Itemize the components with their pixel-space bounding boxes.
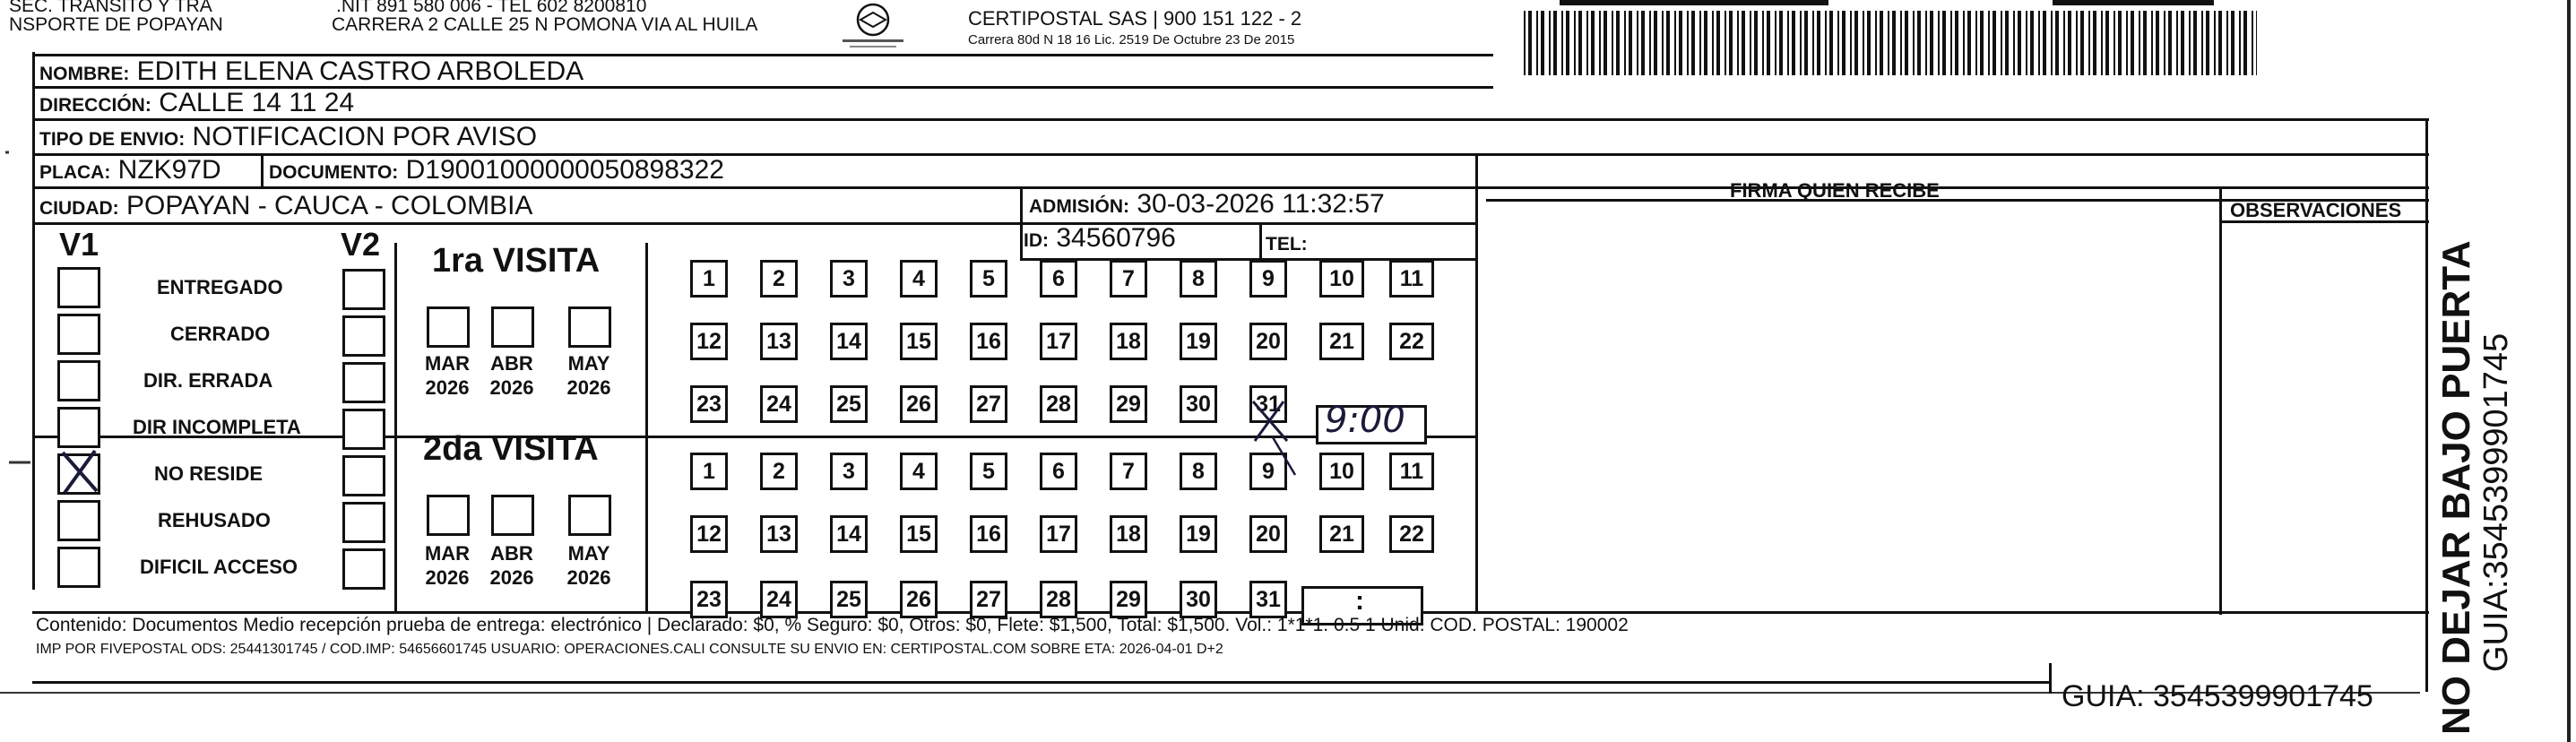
v1-label: V1	[59, 226, 99, 263]
barcode-bar	[1561, 11, 1563, 75]
day-box[interactable]: 26	[900, 581, 938, 618]
barcode-bar	[1687, 11, 1689, 75]
imp-text: IMP POR FIVEPOSTAL ODS: 25441301745 / COD.IMP: 54656601745 USUARIO: OPERACIONES.CALI CONSULTE SU ENVIO EN: CERTIPOSTAL.COM SOBRE ETA: 2026-04-01 D+2	[36, 642, 1223, 657]
day-box[interactable]: 5	[970, 260, 1007, 298]
certipostal-logo	[832, 2, 914, 54]
v2-checkbox[interactable]	[342, 548, 385, 590]
barcode-bar	[1604, 11, 1607, 75]
visit1-time-handwritten: 9:00	[1325, 400, 1405, 441]
sender-line-2: NSPORTE DE POPAYAN	[9, 14, 223, 35]
tipo-envio-value: NOTIFICACION POR AVISO	[192, 122, 538, 151]
month-name: ABR	[490, 542, 533, 565]
ciudad-value: POPAYAN - CAUCA - COLOMBIA	[126, 191, 533, 220]
visit1-title: 1ra VISITA	[432, 242, 601, 280]
top-edge-mark	[1560, 0, 1828, 5]
month-year: 2026	[489, 376, 534, 399]
day-box[interactable]: 12	[690, 515, 728, 553]
barcode-bar	[2001, 11, 2002, 75]
placa-value: NZK97D	[117, 155, 221, 185]
barcode-bar	[2068, 11, 2071, 75]
contenido-text: Contenido: Documentos Medio recepción prueba de entrega: electrónico | Declarado: $0, % Seguro: $0, Otros: $0, Flete: $1,500, Total: $1,500. Vol.: 1*1*1. 0.5 1 Unid. COD. POSTAL: 190002	[36, 615, 1629, 635]
delivery-option-label: DIR. ERRADA	[143, 369, 273, 392]
barcode-bar	[2043, 11, 2046, 75]
barcode-bar	[2243, 11, 2247, 75]
barcode-bar	[1586, 11, 1588, 75]
v1-checkbox[interactable]	[57, 267, 100, 308]
barcode-bar	[1574, 11, 1576, 75]
barcode-bar	[2193, 11, 2197, 75]
barcode-bar	[1880, 11, 1883, 75]
barcode-bar	[1666, 11, 1670, 75]
month-label	[416, 541, 479, 590]
barcode-bar	[2088, 11, 2090, 75]
month-label	[416, 351, 479, 400]
delivery-option-label: REHUSADO	[158, 509, 271, 531]
barcode-bar	[1829, 11, 1833, 75]
barcode-bar	[1528, 11, 1532, 75]
barcode-bar	[2105, 11, 2109, 75]
month-year: 2026	[425, 376, 470, 399]
barcode-bar	[2005, 11, 2009, 75]
v1-checkbox[interactable]	[57, 500, 100, 541]
day-box[interactable]: 8	[1180, 260, 1217, 298]
day-box[interactable]: 7	[1110, 260, 1147, 298]
day-box[interactable]: 14	[830, 515, 868, 553]
tel-label: TEL:	[1266, 234, 1308, 255]
barcode-bar	[1804, 11, 1808, 75]
delivery-option-label: NO RESIDE	[154, 462, 264, 485]
month-year: 2026	[566, 566, 611, 589]
day-box[interactable]: 13	[760, 515, 798, 553]
day-box[interactable]: 30	[1180, 581, 1217, 618]
day-box[interactable]: 18	[1110, 515, 1147, 553]
barcode-bar	[1729, 11, 1733, 75]
day-box[interactable]: 22	[1389, 515, 1434, 553]
barcode-bar	[1930, 11, 1933, 75]
barcode-bar	[2055, 11, 2059, 75]
form-line	[32, 118, 2429, 121]
barcode-bar	[2189, 11, 2191, 75]
day-box[interactable]: 19	[1180, 515, 1217, 553]
barcode-bar	[1536, 11, 1538, 75]
day-box[interactable]: 7	[1110, 453, 1147, 490]
admision-value: 30-03-2026 11:32:57	[1137, 189, 1385, 219]
barcode-bar	[2076, 11, 2078, 75]
barcode-bar	[2063, 11, 2065, 75]
ciudad-label: CIUDAD:	[39, 198, 119, 219]
barcode-bar	[2114, 11, 2115, 75]
month-label	[480, 541, 543, 590]
company-line: CERTIPOSTAL SAS | 900 151 122 - 2	[968, 7, 1302, 30]
barcode-bar	[1637, 11, 1638, 75]
v2-checkbox[interactable]	[342, 362, 385, 403]
day-box[interactable]: 21	[1319, 323, 1364, 360]
barcode-bar	[1712, 11, 1714, 75]
month-checkbox[interactable]	[568, 306, 611, 348]
barcode-bar	[2168, 11, 2172, 75]
day-box[interactable]: 25	[830, 385, 868, 423]
barcode-bar	[1967, 11, 1971, 75]
day-box[interactable]: 1	[690, 260, 728, 298]
month-name: MAR	[424, 352, 471, 375]
month-checkbox[interactable]	[491, 306, 534, 348]
barcode-bar	[1863, 11, 1864, 75]
barcode-bar	[1900, 11, 1902, 75]
v2-checkbox[interactable]	[342, 269, 385, 310]
barcode-bar	[2156, 11, 2159, 75]
barcode-bar	[1641, 11, 1645, 75]
barcode-bar	[1662, 11, 1664, 75]
barcode-bar	[1737, 11, 1739, 75]
v2-checkbox[interactable]	[342, 502, 385, 543]
barcode-bar	[1850, 11, 1852, 75]
barcode-bar	[1599, 11, 1601, 75]
day-box[interactable]: 12	[690, 323, 728, 360]
id-value: 34560796	[1056, 223, 1176, 253]
barcode-bar	[1854, 11, 1858, 75]
guia-footer: GUIA: 3545399901745	[2062, 679, 2373, 713]
documento-value: D19001000000050898322	[405, 155, 724, 185]
day-box[interactable]: 8	[1180, 453, 1217, 490]
day-box[interactable]: 27	[970, 581, 1007, 618]
barcode-bar	[1867, 11, 1871, 75]
barcode-bar	[1679, 11, 1682, 75]
options-divider	[394, 243, 397, 611]
month-label	[558, 351, 620, 400]
day-box[interactable]: 6	[1040, 453, 1077, 490]
barcode-bar	[1980, 11, 1984, 75]
month-checkbox[interactable]	[568, 495, 611, 536]
v2-checkbox[interactable]	[342, 455, 385, 496]
day-box[interactable]: 9	[1249, 453, 1287, 490]
observaciones-label: OBSERVACIONES	[2230, 199, 2402, 221]
barcode-bar	[1649, 11, 1651, 75]
day-box[interactable]: 20	[1249, 515, 1287, 553]
barcode-bar	[1524, 11, 1526, 75]
barcode-bar	[2013, 11, 2015, 75]
barcode-bar	[1750, 11, 1751, 75]
direccion-field	[39, 89, 354, 120]
visit2-title: 2da VISITA	[423, 430, 599, 468]
day-box[interactable]: 10	[1319, 453, 1364, 490]
day-box[interactable]: 3	[830, 260, 868, 298]
delivery-option-label: DIR INCOMPLETA	[133, 416, 301, 438]
barcode-bar	[2231, 11, 2235, 75]
barcode-bar	[2201, 11, 2203, 75]
no-dejar-bajo-puerta: NO DEJAR BAJO PUERTA	[2434, 240, 2478, 735]
v2-label: V2	[341, 226, 381, 263]
visit-divider	[645, 243, 648, 611]
barcode-bar	[1742, 11, 1745, 75]
cut-line	[0, 692, 2420, 694]
barcode-bar	[2176, 11, 2178, 75]
barcode	[1524, 11, 2259, 75]
form-divider	[261, 153, 264, 187]
barcode-bar	[1955, 11, 1958, 75]
barcode-bar	[2226, 11, 2228, 75]
barcode-bar	[1837, 11, 1839, 75]
barcode-bar	[1629, 11, 1632, 75]
day-box[interactable]: 27	[970, 385, 1007, 423]
barcode-bar	[1775, 11, 1776, 75]
barcode-bar	[1993, 11, 1996, 75]
form-border-right	[2425, 118, 2428, 692]
barcode-bar	[2038, 11, 2040, 75]
day-box[interactable]: 16	[970, 323, 1007, 360]
day-box[interactable]: 4	[900, 260, 938, 298]
day-box[interactable]: 24	[760, 581, 798, 618]
v2-checkbox[interactable]	[342, 409, 385, 450]
barcode-bar	[1950, 11, 1952, 75]
placa-label: PLACA:	[39, 162, 111, 183]
day-box[interactable]: 23	[690, 385, 728, 423]
day-box[interactable]: 2	[760, 260, 798, 298]
barcode-bar	[1704, 11, 1707, 75]
barcode-bar	[1913, 11, 1915, 75]
day-box[interactable]: 21	[1319, 515, 1364, 553]
barcode-bar	[1925, 11, 1927, 75]
delivery-option-label: DIFICIL ACCESO	[140, 556, 298, 578]
day-box[interactable]: 31	[1249, 385, 1287, 423]
barcode-bar	[1762, 11, 1764, 75]
barcode-bar	[1942, 11, 1946, 75]
barcode-bar	[2118, 11, 2122, 75]
day-box[interactable]: 1	[690, 453, 728, 490]
month-year: 2026	[566, 376, 611, 399]
month-year: 2026	[489, 566, 534, 589]
barcode-bar	[2218, 11, 2222, 75]
v1-checkbox[interactable]	[57, 547, 100, 588]
month-label	[480, 351, 543, 400]
sender-line-1: SEC. TRANSITO Y TRA	[9, 0, 212, 16]
barcode-bar	[2131, 11, 2134, 75]
day-box[interactable]: 11	[1389, 453, 1434, 490]
form-border-left	[32, 52, 35, 590]
barcode-bar	[1754, 11, 1758, 75]
barcode-bar	[1892, 11, 1896, 75]
month-name: MAR	[424, 542, 471, 565]
barcode-bar	[2139, 11, 2140, 75]
barcode-bar	[1792, 11, 1795, 75]
barcode-bar	[2206, 11, 2209, 75]
guia-box-divider	[2049, 663, 2052, 694]
month-checkbox[interactable]	[491, 495, 534, 536]
barcode-bar	[1549, 11, 1551, 75]
day-box[interactable]: 18	[1110, 323, 1147, 360]
barcode-bar	[1800, 11, 1802, 75]
day-box[interactable]: 16	[970, 515, 1007, 553]
barcode-bar	[2239, 11, 2241, 75]
month-name: MAY	[567, 352, 610, 375]
nombre-label: NOMBRE:	[39, 64, 130, 84]
barcode-bar	[1716, 11, 1720, 75]
month-checkbox[interactable]	[427, 495, 470, 536]
id-label: ID:	[1024, 230, 1049, 251]
barcode-bar	[1553, 11, 1557, 75]
placa-field	[39, 156, 221, 187]
form-line-bottom-block	[32, 611, 2429, 614]
tel-field	[1266, 228, 1308, 259]
barcode-bar	[1842, 11, 1846, 75]
barcode-bar	[1917, 11, 1921, 75]
nombre-field	[39, 57, 583, 89]
barcode-bar	[1988, 11, 1990, 75]
barcode-bar	[1779, 11, 1783, 75]
barcode-bar	[1699, 11, 1701, 75]
delivery-option-label: CERRADO	[170, 323, 271, 345]
v1-checkbox[interactable]	[57, 360, 100, 401]
tipo-envio-label: TIPO DE ENVIO:	[39, 129, 186, 150]
barcode-bar	[1905, 11, 1908, 75]
barcode-bar	[1817, 11, 1820, 75]
direccion-label: DIRECCIÓN:	[39, 95, 151, 116]
day-box[interactable]: 31	[1249, 581, 1287, 618]
barcode-bar	[2018, 11, 2021, 75]
top-edge-mark	[2053, 0, 2214, 5]
barcode-bar	[2093, 11, 2096, 75]
day-box[interactable]: 13	[760, 323, 798, 360]
barcode-bar	[1812, 11, 1814, 75]
barcode-bar	[1616, 11, 1620, 75]
v1-checkbox[interactable]	[57, 407, 100, 448]
admision-field	[1029, 190, 1385, 221]
day-box[interactable]: 20	[1249, 323, 1287, 360]
day-box[interactable]: 4	[900, 453, 938, 490]
barcode-bar	[2181, 11, 2184, 75]
barcode-bar	[1825, 11, 1827, 75]
barcode-bar	[2143, 11, 2147, 75]
barcode-bar	[2026, 11, 2027, 75]
barcode-bar	[1725, 11, 1726, 75]
admision-label: ADMISIÓN:	[1029, 196, 1129, 217]
day-box[interactable]: 15	[900, 515, 938, 553]
barcode-bar	[1578, 11, 1582, 75]
barcode-bar	[2051, 11, 2053, 75]
barcode-bar	[1787, 11, 1789, 75]
day-box[interactable]: 2	[760, 453, 798, 490]
day-box[interactable]: 29	[1110, 581, 1147, 618]
barcode-bar	[1612, 11, 1613, 75]
barcode-bar	[2030, 11, 2034, 75]
barcode-bar	[2256, 11, 2257, 75]
day-box[interactable]: 9	[1249, 260, 1287, 298]
v2-checkbox[interactable]	[342, 315, 385, 357]
barcode-bar	[2080, 11, 2084, 75]
v1-checkbox[interactable]	[57, 314, 100, 355]
documento-label: DOCUMENTO:	[269, 162, 399, 183]
barcode-bar	[1566, 11, 1569, 75]
firma-label: FIRMA QUIEN RECIBE	[1730, 179, 1940, 202]
barcode-bar	[1691, 11, 1695, 75]
form-divider	[1259, 222, 1262, 258]
edge-line-right	[2567, 0, 2571, 742]
day-box[interactable]: 23	[690, 581, 728, 618]
day-box[interactable]: 17	[1040, 323, 1077, 360]
month-name: ABR	[490, 352, 533, 375]
month-name: MAY	[567, 542, 610, 565]
barcode-bar	[2252, 11, 2253, 75]
day-box[interactable]: 19	[1180, 323, 1217, 360]
day-box[interactable]: 5	[970, 453, 1007, 490]
day-box[interactable]: 3	[830, 453, 868, 490]
margin-mark	[5, 152, 30, 462]
nit-line: .NIT 891 580 006 - TEL 602 8200810	[336, 0, 647, 16]
tipo-envio-field	[39, 123, 537, 154]
month-year: 2026	[425, 566, 470, 589]
company-address: Carrera 80d N 18 16 Lic. 2519 De Octubre 23 De 2015	[968, 32, 1295, 47]
barcode-bar	[1875, 11, 1877, 75]
side-guia: GUIA:3545399901745	[2477, 332, 2515, 672]
barcode-bar	[1591, 11, 1595, 75]
day-box[interactable]: 10	[1319, 260, 1364, 298]
barcode-bar	[2151, 11, 2153, 75]
barcode-bar	[2164, 11, 2165, 75]
day-box[interactable]: 22	[1389, 323, 1434, 360]
barcode-bar	[1541, 11, 1544, 75]
day-box[interactable]: 17	[1040, 515, 1077, 553]
observaciones-divider	[2219, 186, 2222, 615]
barcode-bar	[1888, 11, 1889, 75]
barcode-bar	[1975, 11, 1977, 75]
barcode-bar	[1674, 11, 1676, 75]
day-box[interactable]: 11	[1389, 260, 1434, 298]
day-box[interactable]: 25	[830, 581, 868, 618]
month-checkbox[interactable]	[427, 306, 470, 348]
ciudad-field	[39, 192, 532, 223]
nombre-value: EDITH ELENA CASTRO ARBOLEDA	[136, 56, 584, 86]
day-box[interactable]: 15	[900, 323, 938, 360]
day-box[interactable]: 28	[1040, 385, 1077, 423]
day-box[interactable]: 28	[1040, 581, 1077, 618]
sender-address: CARRERA 2 CALLE 25 N POMONA VIA AL HUILA	[332, 14, 758, 35]
form-line-bottom	[32, 681, 2049, 684]
barcode-bar	[1963, 11, 1965, 75]
month-label	[558, 541, 620, 590]
barcode-bar	[2101, 11, 2103, 75]
documento-field	[269, 156, 724, 187]
day-box[interactable]: 24	[760, 385, 798, 423]
v1-checkbox[interactable]	[57, 453, 100, 495]
day-box[interactable]: 26	[900, 385, 938, 423]
barcode-bar	[1767, 11, 1770, 75]
barcode-bar	[2126, 11, 2128, 75]
day-box[interactable]: 29	[1110, 385, 1147, 423]
day-box[interactable]: 30	[1180, 385, 1217, 423]
direccion-value: CALLE 14 11 24	[159, 88, 355, 117]
barcode-bar	[1654, 11, 1657, 75]
day-box[interactable]: 6	[1040, 260, 1077, 298]
barcode-bar	[1938, 11, 1940, 75]
delivery-option-label: ENTREGADO	[157, 276, 283, 298]
barcode-bar	[2214, 11, 2216, 75]
id-field	[1024, 224, 1176, 255]
visit2-time-separator: :	[1355, 586, 1364, 616]
barcode-bar	[1624, 11, 1626, 75]
day-box[interactable]: 14	[830, 323, 868, 360]
